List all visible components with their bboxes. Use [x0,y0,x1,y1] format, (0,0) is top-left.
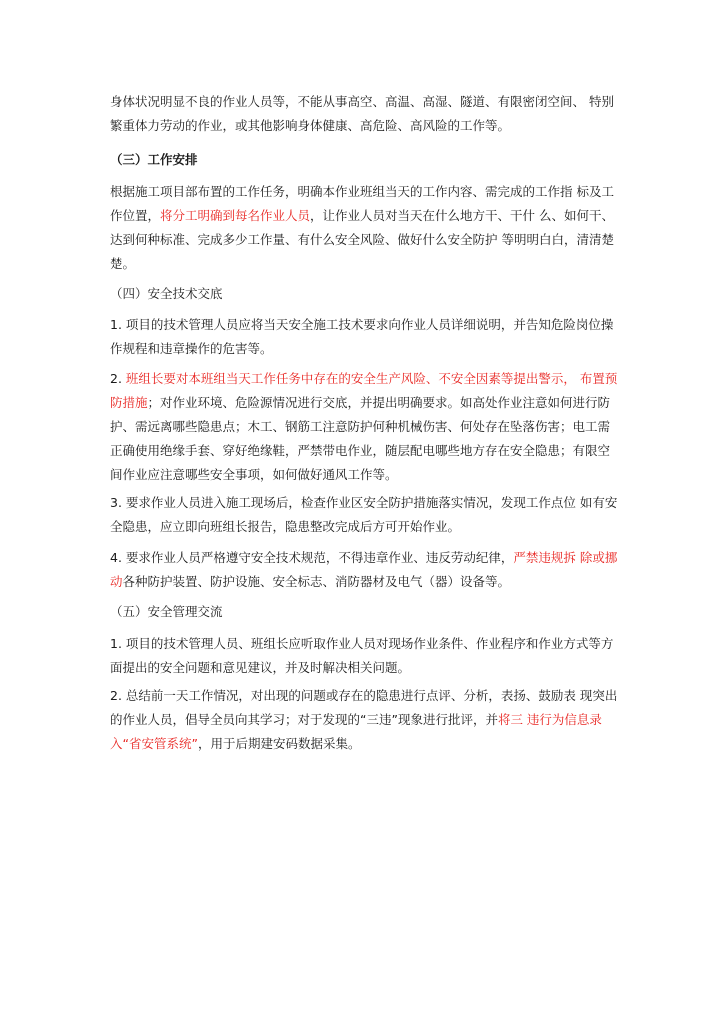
heading-safety-briefing: （四）安全技术交底 [110,286,223,301]
highlight-no-dismantling: 严禁违规拆 除或挪动 [110,550,618,589]
paragraph-management-item-2: 2. 总结前一天工作情况，对出现的问题或存在的隐患进行点评、分析，表扬、鼓励表 现突出的作业人员，倡导全员向其学习；对于发现的“三违”现象进行批评，并将三 违行为信息录入“省安管系统”，用于后期建安码数据采集。 [110,688,618,751]
paragraph-briefing-item-4: 4. 要求作业人员严格遵守安全技术规范，不得违章作业、违反劳动纪律，严禁违规拆 除或挪动各种防护装置、防护设施、安全标志、消防器材及电气（器）设备等。 [110,550,618,589]
heading-safety-management: （五）安全管理交流 [110,604,223,619]
paragraph-health-restriction: 身体状况明显不良的作业人员等，不能从事高空、高温、高湿、隧道、有限密闭空间、 特别繁重体力劳动的作业，或其他影响身体健康、高危险、高风险的工作等。 [110,94,614,133]
highlight-assign-tasks: 将分工明确到每名作业人员 [160,208,311,223]
paragraph-briefing-item-1: 1. 项目的技术管理人员应将当天安全施工技术要求向作业人员详细说明，并告知危险岗位操作规程和违章操作的危害等。 [110,317,614,356]
paragraph-briefing-item-3: 3. 要求作业人员进入施工现场后，检查作业区安全防护措施落实情况，发现工作点位 如有安全隐患，应立即向班组长报告，隐患整改完成后方可开始作业。 [110,495,618,534]
paragraph-briefing-item-2: 2. 班组长要对本班组当天工作任务中存在的安全生产风险、不安全因素等提出警示， 布置预防措施；对作业环境、危险源情况进行交底，并提出明确要求。如高处作业注意如何进行防护、需远离哪些隐患点；木工、钢筋工注意防护何种机械伤害、何处存在坠落伤害；电工需正确使用绝缘手套、穿好绝缘鞋，严禁带电作业，随层配电哪些地方存在安全隐患；有限空间作业应注意哪些安全事项，如何做好通风工作等。 [110,371,618,482]
paragraph-work-arrangement: 根据施工项目部布置的工作任务，明确本作业班组当天的工作内容、需完成的工作指 标及工作位置，将分工明确到每名作业人员，让作业人员对当天在什么地方干、干什 么、如何干、达到何种标准、完成多少工作量、有什么安全风险、做好什么安全防护 等明明白白，清清楚楚。 [110,184,615,271]
highlight-team-leader-warning: 班组长要对本班组当天工作任务中存在的安全生产风险、不安全因素等提出警示， 布置预防措施 [110,371,618,410]
paragraph-management-item-1: 1. 项目的技术管理人员、班组长应听取作业人员对现场作业条件、作业程序和作业方式等方面提出的安全问题和意见建议，并及时解决相关问题。 [110,636,614,675]
heading-work-arrangement: （三）工作安排 [110,152,198,167]
highlight-record-violations: 将三 违行为信息录入“省安管系统” [110,712,602,751]
